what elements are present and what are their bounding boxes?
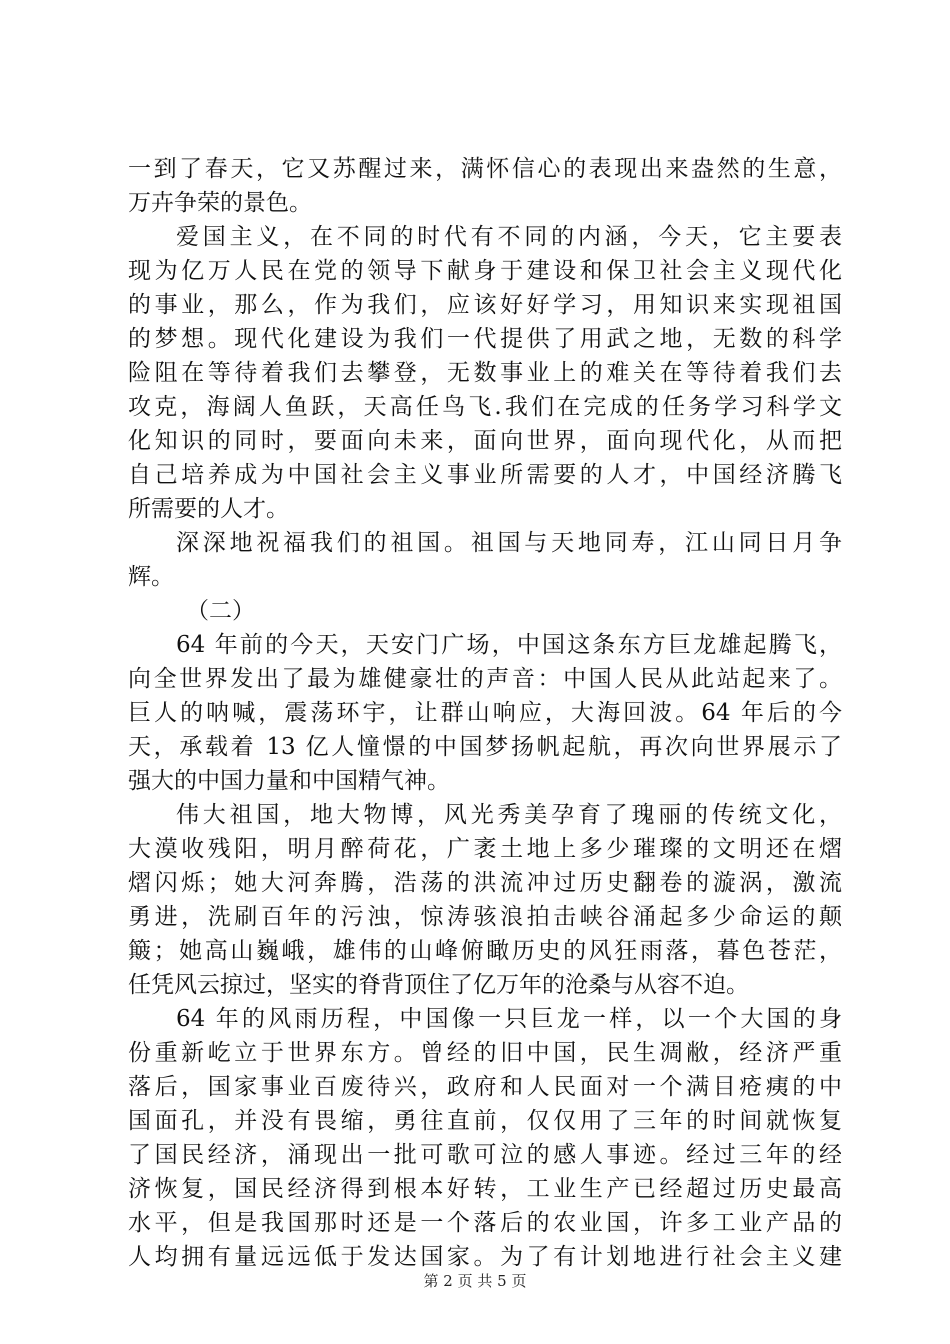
text-line: 大漠收残阳，明月醉荷花，广袤土地上多少璀璨的文明还在熠 bbox=[128, 836, 842, 862]
text-line: 巨人的呐喊，震荡环宇，让群山响应，大海回波。64 年后的今 bbox=[128, 700, 842, 726]
paragraph bbox=[128, 628, 842, 798]
paragraph bbox=[128, 798, 842, 1002]
text-line: 化知识的同时，要面向未来，面向世界，面向现代化，从而把 bbox=[128, 428, 842, 454]
text-line: 64 年前的今天，天安门广场，中国这条东方巨龙雄起腾飞， bbox=[176, 632, 842, 658]
paragraph bbox=[128, 526, 842, 594]
text-line: 爱国主义，在不同的时代有不同的内涵，今天，它主要表 bbox=[176, 224, 842, 250]
text-line: 天，承载着 13 亿人憧憬的中国梦扬帆起航，再次向世界展示了 bbox=[128, 734, 842, 760]
text-line: 落后，国家事业百废待兴，政府和人民面对一个满目疮痍的中 bbox=[128, 1074, 842, 1100]
text-line: 份重新屹立于世界东方。曾经的旧中国，民生凋敝，经济严重 bbox=[128, 1040, 842, 1066]
text-line: 向全世界发出了最为雄健豪壮的声音：中国人民从此站起来了。 bbox=[128, 666, 842, 692]
text-line: 簸；她高山巍峨，雄伟的山峰俯瞰历史的风狂雨落，暮色苍茫， bbox=[128, 938, 842, 964]
page-number-footer: 第 2 页 共 5 页 bbox=[423, 1272, 527, 1290]
text-line: 的梦想。现代化建设为我们一代提供了用武之地，无数的科学 bbox=[128, 326, 842, 352]
text-line: 自己培养成为中国社会主义事业所需要的人才，中国经济腾飞 bbox=[128, 462, 842, 488]
text-line: 了国民经济，涌现出一批可歌可泣的感人事迹。经过三年的经 bbox=[128, 1142, 842, 1168]
text-line: 64 年的风雨历程，中国像一只巨龙一样，以一个大国的身 bbox=[176, 1006, 842, 1032]
text-line: 一到了春天，它又苏醒过来，满怀信心的表现出来盎然的生意， bbox=[128, 156, 842, 182]
text-line: 熠闪烁；她大河奔腾，浩荡的洪流冲过历史翻卷的漩涡，激流 bbox=[128, 870, 842, 896]
text-line: 现为亿万人民在党的领导下献身于建设和保卫社会主义现代化 bbox=[128, 258, 842, 284]
text-line: 伟大祖国，地大物博，风光秀美孕育了瑰丽的传统文化， bbox=[176, 802, 842, 828]
text-line: 任凭风云掠过，坚实的脊背顶住了亿万年的沧桑与从容不迫。 bbox=[128, 972, 749, 998]
section-heading bbox=[128, 594, 842, 628]
document-body bbox=[128, 152, 842, 1274]
text-line: 人均拥有量远远低于发达国家。为了有计划地进行社会主义建 bbox=[128, 1244, 842, 1270]
text-line: 险阻在等待着我们去攀登，无数事业上的难关在等待着我们去 bbox=[128, 360, 842, 386]
text-line: 万卉争荣的景色。 bbox=[128, 190, 312, 216]
paragraph bbox=[128, 152, 842, 220]
text-line: 强大的中国力量和中国精气神。 bbox=[128, 768, 450, 794]
text-line: 攻克，海阔人鱼跃，天高任鸟飞.我们在完成的任务学习科学文 bbox=[128, 394, 842, 420]
text-line: 深深地祝福我们的祖国。祖国与天地同寿，江山同日月争 bbox=[176, 530, 842, 556]
text-line: 的事业，那么，作为我们，应该好好学习，用知识来实现祖国 bbox=[128, 292, 842, 318]
paragraph bbox=[128, 220, 842, 526]
text-line: 辉。 bbox=[128, 564, 174, 590]
text-line: 水平，但是我国那时还是一个落后的农业国，许多工业产品的 bbox=[128, 1210, 842, 1236]
text-line: 所需要的人才。 bbox=[128, 496, 289, 522]
paragraph bbox=[128, 1002, 842, 1274]
text-line: 勇进，洗刷百年的污浊，惊涛骇浪拍击峡谷涌起多少命运的颠 bbox=[128, 904, 842, 930]
text-line: 国面孔，并没有畏缩，勇往直前，仅仅用了三年的时间就恢复 bbox=[128, 1108, 842, 1134]
text-line: 济恢复，国民经济得到根本好转，工业生产已经超过历史最高 bbox=[128, 1176, 842, 1202]
section-number: （二） bbox=[186, 598, 255, 624]
